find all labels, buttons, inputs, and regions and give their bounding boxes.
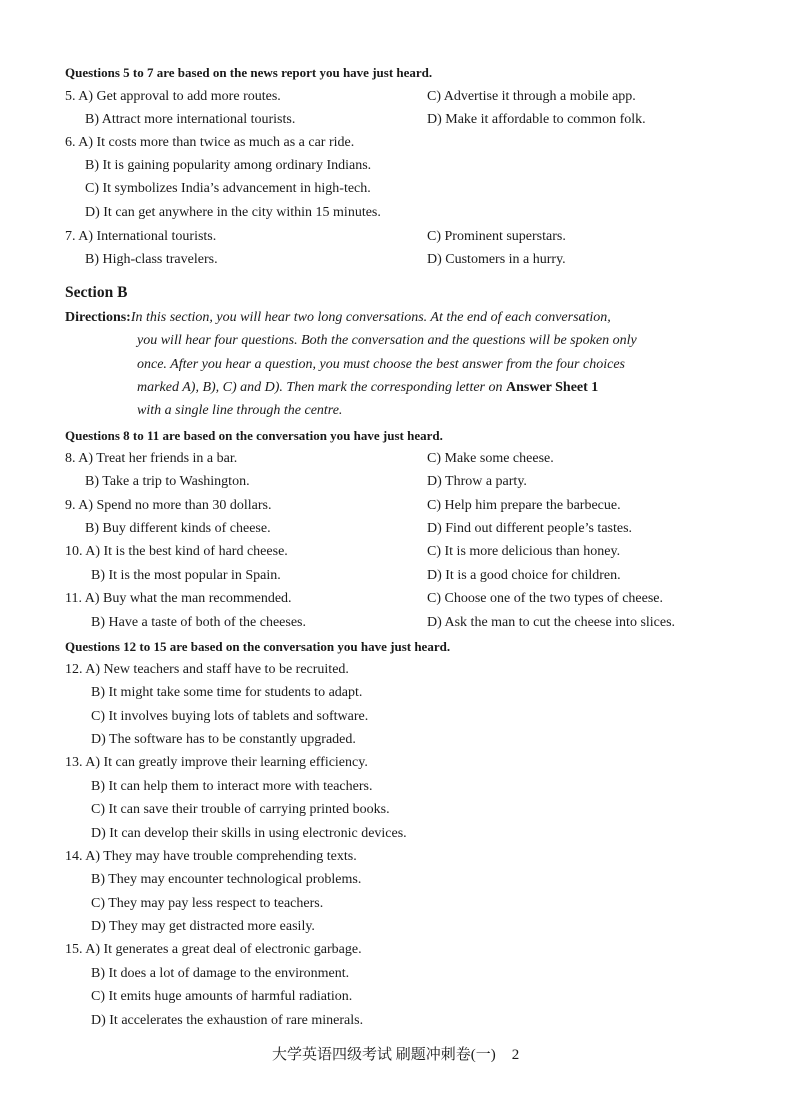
q7-option-c: C) Prominent superstars.	[427, 229, 566, 244]
q13-option-c: C) It can save their trouble of carrying printed books.	[91, 802, 390, 817]
q5-option-c: C) Advertise it through a mobile app.	[427, 89, 636, 104]
directions-line-5: with a single line through the centre.	[137, 403, 343, 418]
q8-option-a: 8. A) Treat her friends in a bar.	[65, 451, 238, 466]
q12-option-a: 12. A) New teachers and staff have to be recruited.	[65, 662, 349, 677]
q14-option-c: C) They may pay less respect to teachers.	[91, 896, 324, 911]
directions-line-4	[137, 379, 598, 397]
q9-option-a: 9. A) Spend no more than 30 dollars.	[65, 498, 272, 513]
q15-option-c: C) It emits huge amounts of harmful radiation.	[91, 989, 353, 1004]
q5-option-b: B) Attract more international tourists.	[85, 112, 296, 127]
q8-option-c: C) Make some cheese.	[427, 451, 554, 466]
questions-5-7-heading: Questions 5 to 7 are based on the news report you have just heard.	[65, 65, 433, 80]
q7-option-b: B) High-class travelers.	[85, 252, 218, 267]
q7-option-d: D) Customers in a hurry.	[427, 252, 566, 267]
q9-option-c: C) Help him prepare the barbecue.	[427, 498, 621, 513]
questions-12-15-heading: Questions 12 to 15 are based on the conversation you have just heard.	[65, 639, 451, 654]
q15-option-b: B) It does a lot of damage to the environment.	[91, 966, 350, 981]
q14-option-b: B) They may encounter technological problems.	[91, 872, 362, 887]
q11-option-c: C) Choose one of the two types of cheese.	[427, 591, 663, 606]
q13-option-b: B) It can help them to interact more with teachers.	[91, 779, 373, 794]
q15-option-d: D) It accelerates the exhaustion of rare minerals.	[91, 1013, 364, 1028]
q10-option-b: B) It is the most popular in Spain.	[91, 568, 281, 583]
directions-label: Directions:	[65, 310, 131, 325]
page-footer	[272, 1046, 519, 1064]
q10-option-a: 10. A) It is the best kind of hard cheese.	[65, 544, 288, 559]
q11-option-a: 11. A) Buy what the man recommended.	[65, 591, 292, 606]
q6-option-a: 6. A) It costs more than twice as much as a car ride.	[65, 135, 355, 150]
q13-option-a: 13. A) It can greatly improve their learning efficiency.	[65, 755, 368, 770]
q14-option-a: 14. A) They may have trouble comprehending texts.	[65, 849, 357, 864]
q11-option-b: B) Have a taste of both of the cheeses.	[91, 615, 306, 630]
q14-option-d: D) They may get distracted more easily.	[91, 919, 315, 934]
page-number: 2	[511, 1047, 520, 1063]
q10-option-d: D) It is a good choice for children.	[427, 568, 621, 583]
footer-title: 大学英语四级考试 刷题冲刺卷(一)	[272, 1047, 496, 1063]
section-b-title: Section B	[65, 284, 128, 301]
q7-option-a: 7. A) International tourists.	[65, 229, 217, 244]
directions-line-2: you will hear four questions. Both the conversation and the questions will be spoken only	[137, 333, 637, 348]
directions-line-1	[65, 309, 611, 327]
q5-option-d: D) Make it affordable to common folk.	[427, 112, 646, 127]
answer-sheet-label: Answer Sheet 1	[506, 380, 599, 395]
directions-line-3: once. After you hear a question, you must choose the best answer from the four choices	[137, 357, 625, 372]
q12-option-b: B) It might take some time for students to adapt.	[91, 685, 363, 700]
q8-option-d: D) Throw a party.	[427, 474, 527, 489]
q12-option-c: C) It involves buying lots of tablets and software.	[91, 709, 369, 724]
q10-option-c: C) It is more delicious than honey.	[427, 544, 621, 559]
questions-8-11-heading: Questions 8 to 11 are based on the conversation you have just heard.	[65, 428, 443, 443]
q11-option-d: D) Ask the man to cut the cheese into slices.	[427, 615, 676, 630]
q6-option-b: B) It is gaining popularity among ordinary Indians.	[85, 158, 372, 173]
q5-option-a: 5. A) Get approval to add more routes.	[65, 89, 281, 104]
q12-option-d: D) The software has to be constantly upgraded.	[91, 732, 356, 747]
q6-option-d: D) It can get anywhere in the city within 15 minutes.	[85, 205, 381, 220]
q6-option-c: C) It symbolizes India’s advancement in high-tech.	[85, 181, 371, 196]
q13-option-d: D) It can develop their skills in using electronic devices.	[91, 826, 407, 841]
q8-option-b: B) Take a trip to Washington.	[85, 474, 250, 489]
q15-option-a: 15. A) It generates a great deal of electronic garbage.	[65, 942, 362, 957]
directions-text-4: marked A), B), C) and D). Then mark the corresponding letter on	[137, 380, 506, 395]
q9-option-b: B) Buy different kinds of cheese.	[85, 521, 271, 536]
q9-option-d: D) Find out different people’s tastes.	[427, 521, 633, 536]
directions-text-1: In this section, you will hear two long conversations. At the end of each conversation,	[130, 310, 611, 325]
